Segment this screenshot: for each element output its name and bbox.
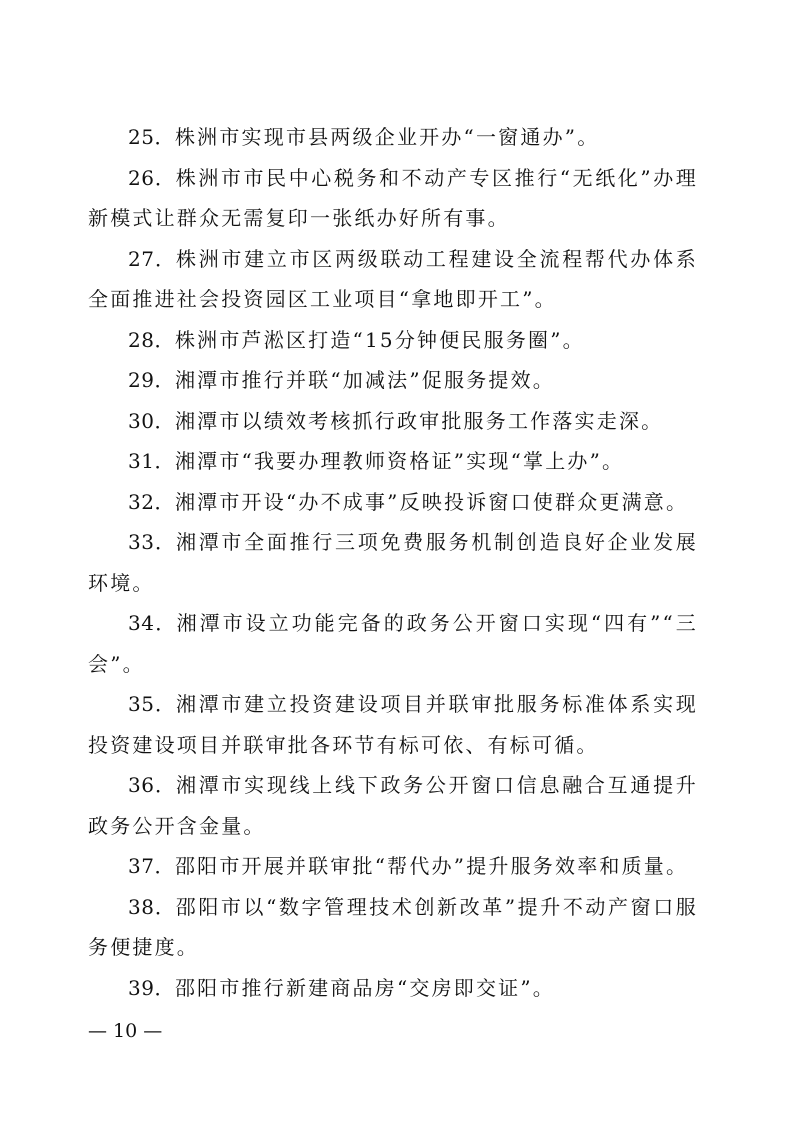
item-number: 31．	[128, 449, 175, 473]
list-item	[88, 684, 698, 765]
item-text: 湘潭市设立功能完备的政务公开窗口实现“四有”“三会”。	[88, 611, 698, 676]
item-number: 39．	[128, 975, 175, 1000]
item-text: 湘潭市以绩效考核抓行政审批服务工作落实走深。	[174, 408, 664, 433]
item-text: 株洲市市民中心税务和不动产专区推行“无纸化”办理新模式让群众无需复印一张纸办好所有事。	[88, 165, 698, 230]
item-text: 邵阳市推行新建商品房“交房即交证”。	[174, 975, 556, 1000]
item-number: 32．	[128, 489, 175, 514]
list-item	[88, 401, 698, 442]
item-number: 27．	[128, 246, 176, 271]
item-number: 36．	[128, 773, 176, 797]
item-number: 28．	[128, 327, 175, 352]
item-text: 株洲市芦淞区打造“15分钟便民服务圈”。	[174, 327, 585, 352]
list-item	[88, 158, 698, 239]
list-item	[88, 968, 698, 1009]
list-item	[88, 846, 698, 887]
list-item	[88, 239, 698, 320]
item-text: 湘潭市全面推行三项免费服务机制创造良好企业发展环境。	[88, 530, 699, 595]
item-number: 37．	[128, 854, 175, 878]
item-number: 33．	[128, 530, 176, 554]
item-number: 26．	[128, 165, 176, 190]
item-number: 34．	[128, 611, 177, 635]
item-text: 湘潭市“我要办理教师资格证”实现“掌上办”。	[174, 449, 625, 473]
item-text: 湘潭市实现线上线下政务公开窗口信息融合互通提升政务公开含金量。	[88, 773, 699, 838]
item-text: 邵阳市以“数字管理技术创新改革”提升不动产窗口服务便捷度。	[88, 894, 698, 959]
list-item	[88, 320, 698, 361]
list-item	[88, 482, 698, 523]
list-item	[88, 887, 698, 968]
item-number: 29．	[128, 368, 175, 392]
item-text: 株洲市实现市县两级企业开办“一窗通办”。	[174, 125, 600, 149]
list-item	[88, 441, 698, 482]
item-number: 30．	[128, 408, 175, 433]
list-item	[88, 765, 698, 846]
item-text: 邵阳市开展并联审批“帮代办”提升服务效率和质量。	[174, 854, 689, 878]
page-number: — 10 —	[88, 1020, 163, 1042]
list-item	[88, 117, 698, 158]
item-text: 湘潭市建立投资建设项目并联审批服务标准体系实现投资建设项目并联审批各环节有标可依、有标可循。	[88, 692, 699, 757]
list-item	[88, 522, 698, 603]
list-item	[88, 360, 698, 401]
item-number: 35．	[128, 692, 176, 716]
document-body	[88, 117, 698, 1008]
item-text: 湘潭市推行并联“加减法”促服务提效。	[174, 368, 556, 392]
item-text: 株洲市建立市区两级联动工程建设全流程帮代办体系全面推进社会投资园区工业项目“拿地即开工”。	[88, 246, 699, 311]
item-number: 38．	[128, 894, 176, 919]
item-text: 湘潭市开设“办不成事”反映投诉窗口使群众更满意。	[174, 489, 689, 514]
list-item	[88, 603, 698, 684]
item-number: 25．	[128, 125, 175, 149]
